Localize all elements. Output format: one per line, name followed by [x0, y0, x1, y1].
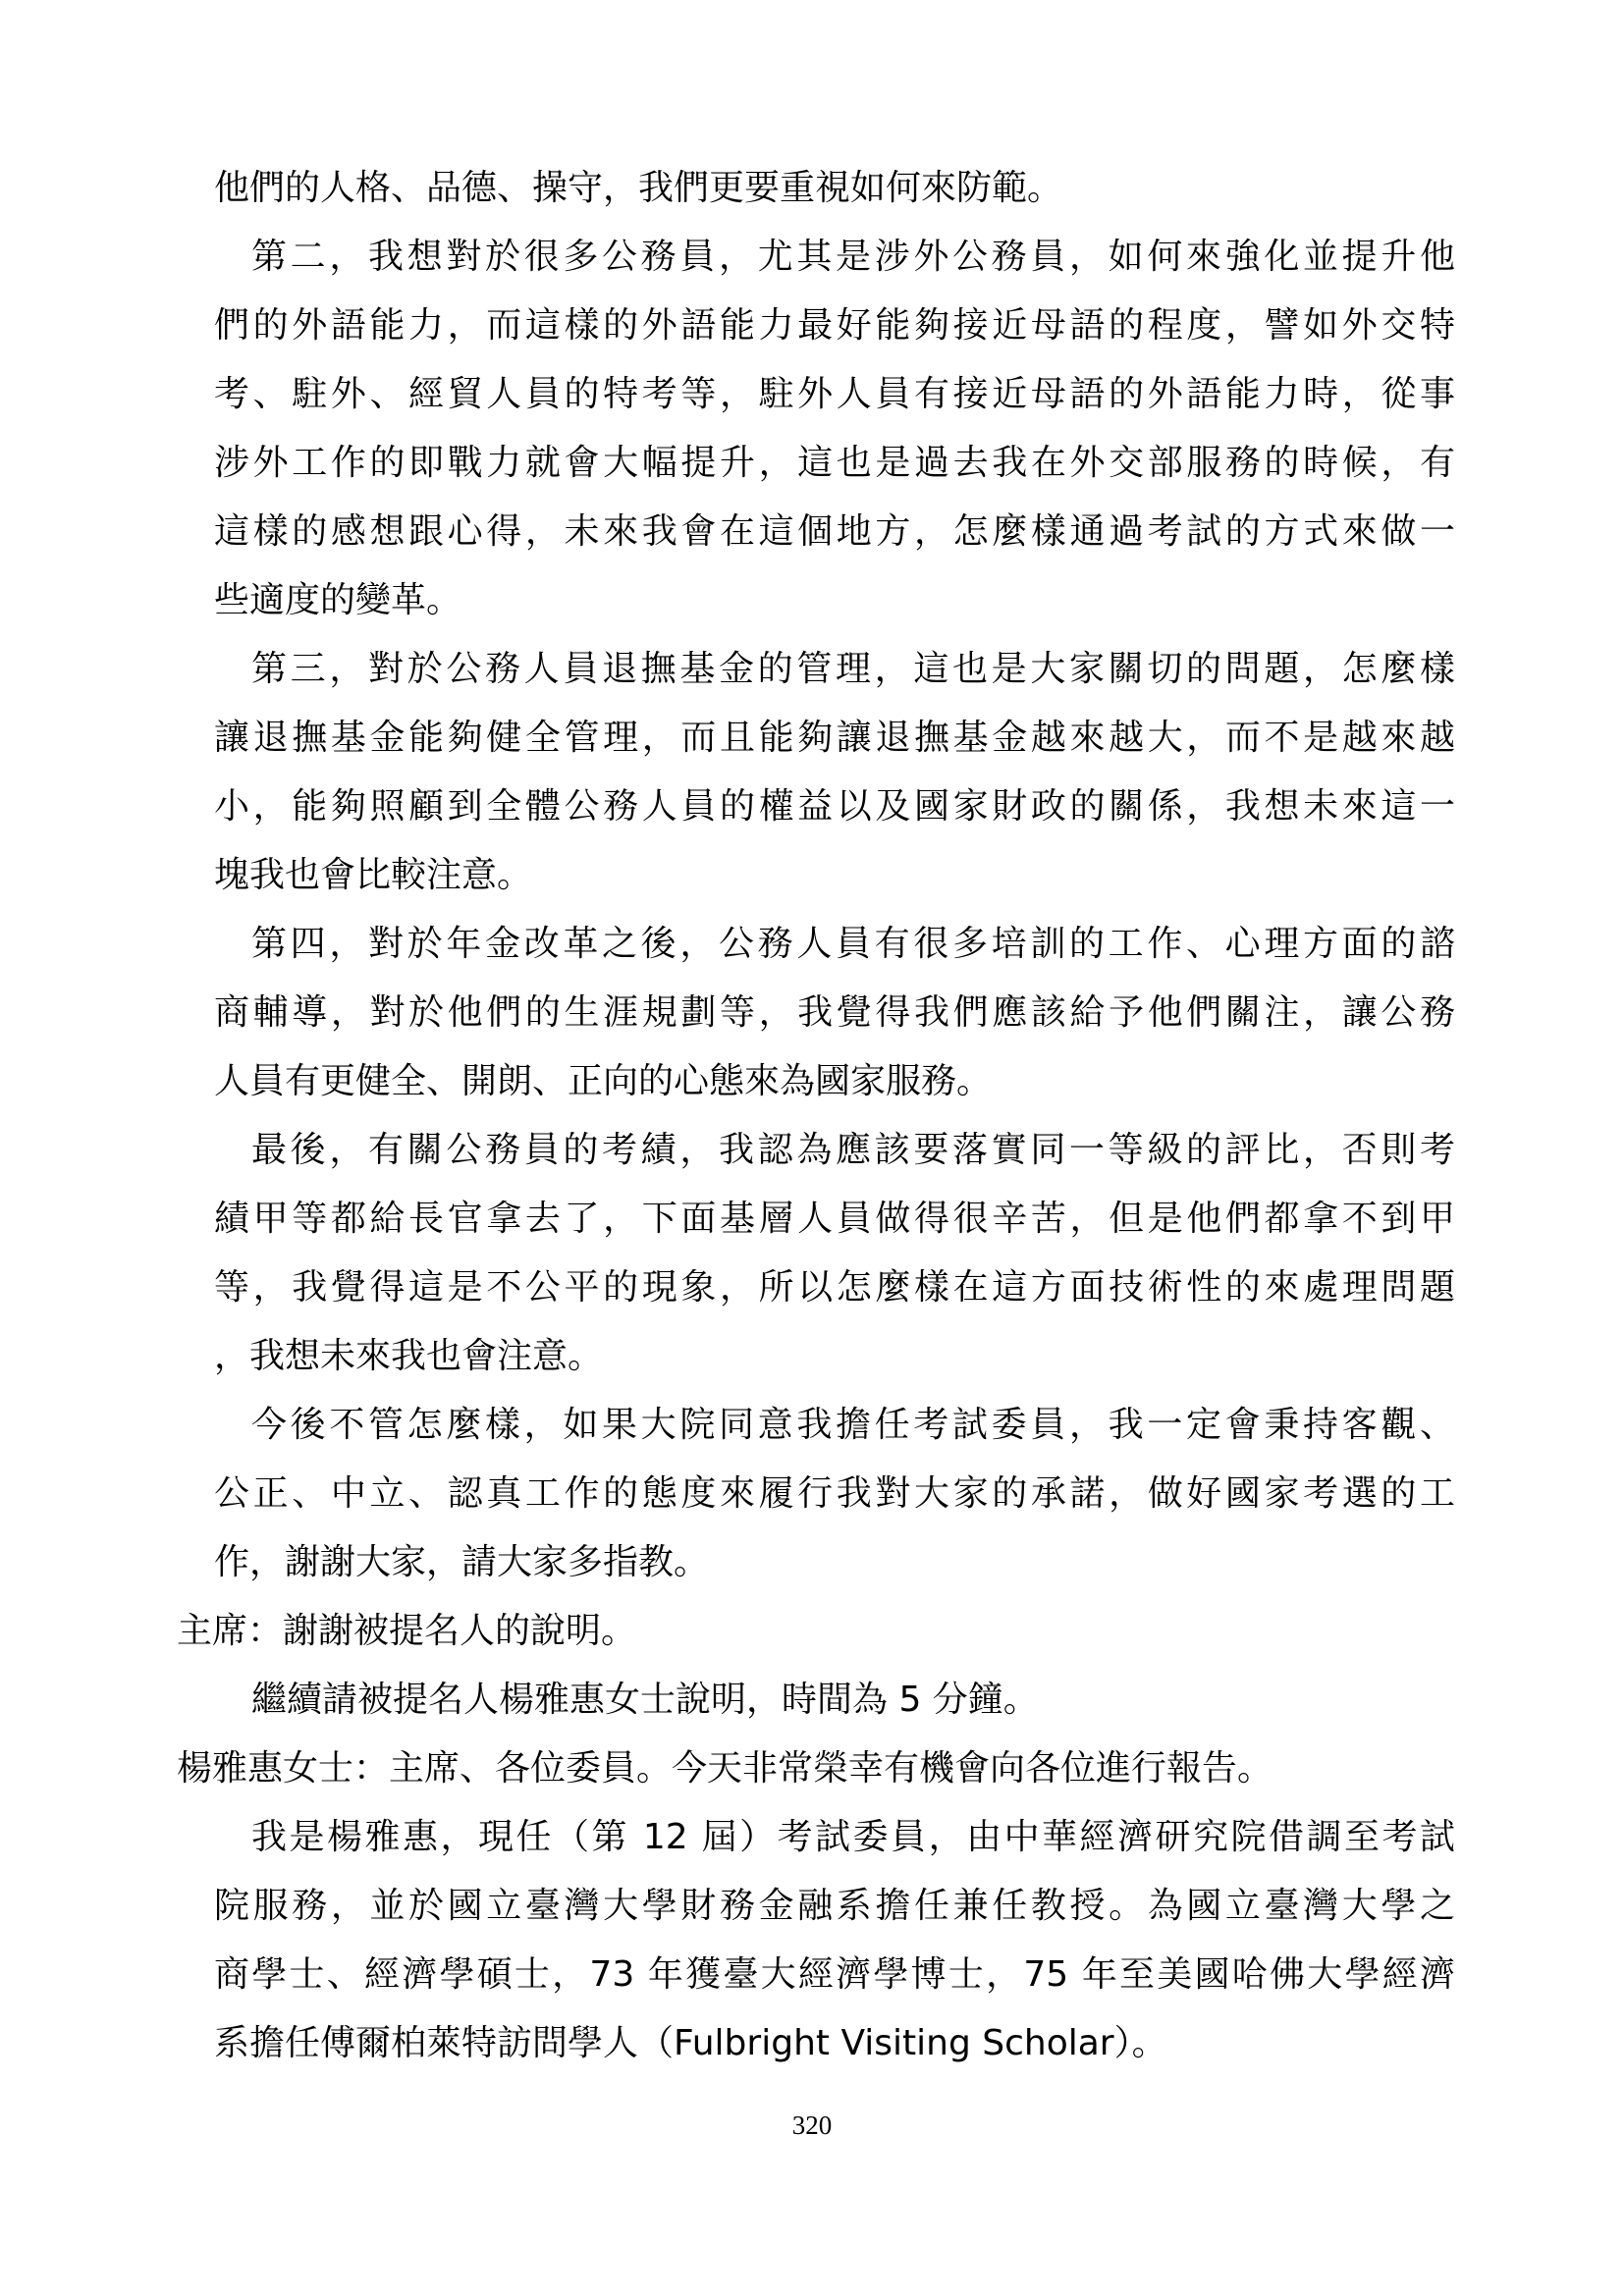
speaker-line: 楊雅惠女士：主席、各位委員。今天非常榮幸有機會向各位進行報告。 — [177, 1748, 1273, 1789]
text-line: 系擔任傅爾柏萊特訪問學人（Fulbright Visiting Scholar）。 — [214, 2023, 1167, 2063]
text-line: 他們的人格、品德、操守，我們更要重視如何來防範。 — [214, 168, 1063, 208]
text-line: ，我想未來我也會注意。 — [214, 1336, 604, 1376]
speaker-line: 主席：謝謝被提名人的說明。 — [177, 1611, 637, 1651]
text-line: 小，能夠照顧到全體公務人員的權益以及國家財政的關係，我想未來這一 — [214, 786, 1455, 827]
text-line: 我是楊雅惠，現任（第 12 屆）考試委員，由中華經濟研究院借調至考試 — [251, 1817, 1455, 1857]
text-line: 些適度的變革。 — [214, 580, 462, 620]
text-line: 商輔導，對於他們的生涯規劃等，我覺得我們應該給予他們關注，讓公務 — [214, 992, 1455, 1033]
text-line: 等，我覺得這是不公平的現象，所以怎麼樣在這方面技術性的來處理問題 — [214, 1267, 1455, 1308]
text-line: 第四，對於年金改革之後，公務人員有很多培訓的工作、心理方面的諮 — [251, 924, 1455, 964]
text-line: 績甲等都給長官拿去了，下面基層人員做得很辛苦，但是他們都拿不到甲 — [214, 1199, 1455, 1239]
text-line: 第三，對於公務人員退撫基金的管理，這也是大家關切的問題，怎麼樣 — [251, 649, 1455, 689]
text-line: 這樣的感想跟心得，未來我會在這個地方，怎麼樣通過考試的方式來做一 — [214, 511, 1455, 552]
text-line: 塊我也會比較注意。 — [214, 855, 533, 895]
text-line: 作，謝謝大家，請大家多指教。 — [214, 1542, 710, 1582]
text-line: 繼續請被提名人楊雅惠女士說明，時間為 5 分鐘。 — [251, 1680, 1039, 1720]
text-line: 第二，我想對於很多公務員，尤其是涉外公務員，如何來強化並提升他 — [251, 237, 1455, 277]
text-line: 考、駐外、經貿人員的特考等，駐外人員有接近母語的外語能力時，從事 — [214, 374, 1455, 414]
text-line: 讓退撫基金能夠健全管理，而且能夠讓退撫基金越來越大，而不是越來越 — [214, 718, 1455, 758]
text-line: 公正、中立、認真工作的態度來履行我對大家的承諾，做好國家考選的工 — [214, 1473, 1455, 1514]
text-line: 商學士、經濟學碩士，73 年獲臺大經濟學博士，75 年至美國哈佛大學經濟 — [214, 1954, 1455, 1995]
text-line: 今後不管怎麼樣，如果大院同意我擔任考試委員，我一定會秉持客觀、 — [251, 1405, 1455, 1445]
text-line: 們的外語能力，而這樣的外語能力最好能夠接近母語的程度，譬如外交特 — [214, 305, 1455, 346]
text-line: 院服務，並於國立臺灣大學財務金融系擔任兼任教授。為國立臺灣大學之 — [214, 1886, 1455, 1926]
text-line: 涉外工作的即戰力就會大幅提升，這也是過去我在外交部服務的時候，有 — [214, 443, 1455, 483]
text-line: 最後，有關公務員的考績，我認為應該要落實同一等級的評比，否則考 — [251, 1130, 1455, 1170]
page-number: 320 — [791, 2110, 833, 2140]
text-line: 人員有更健全、開朗、正向的心態來為國家服務。 — [214, 1061, 993, 1101]
